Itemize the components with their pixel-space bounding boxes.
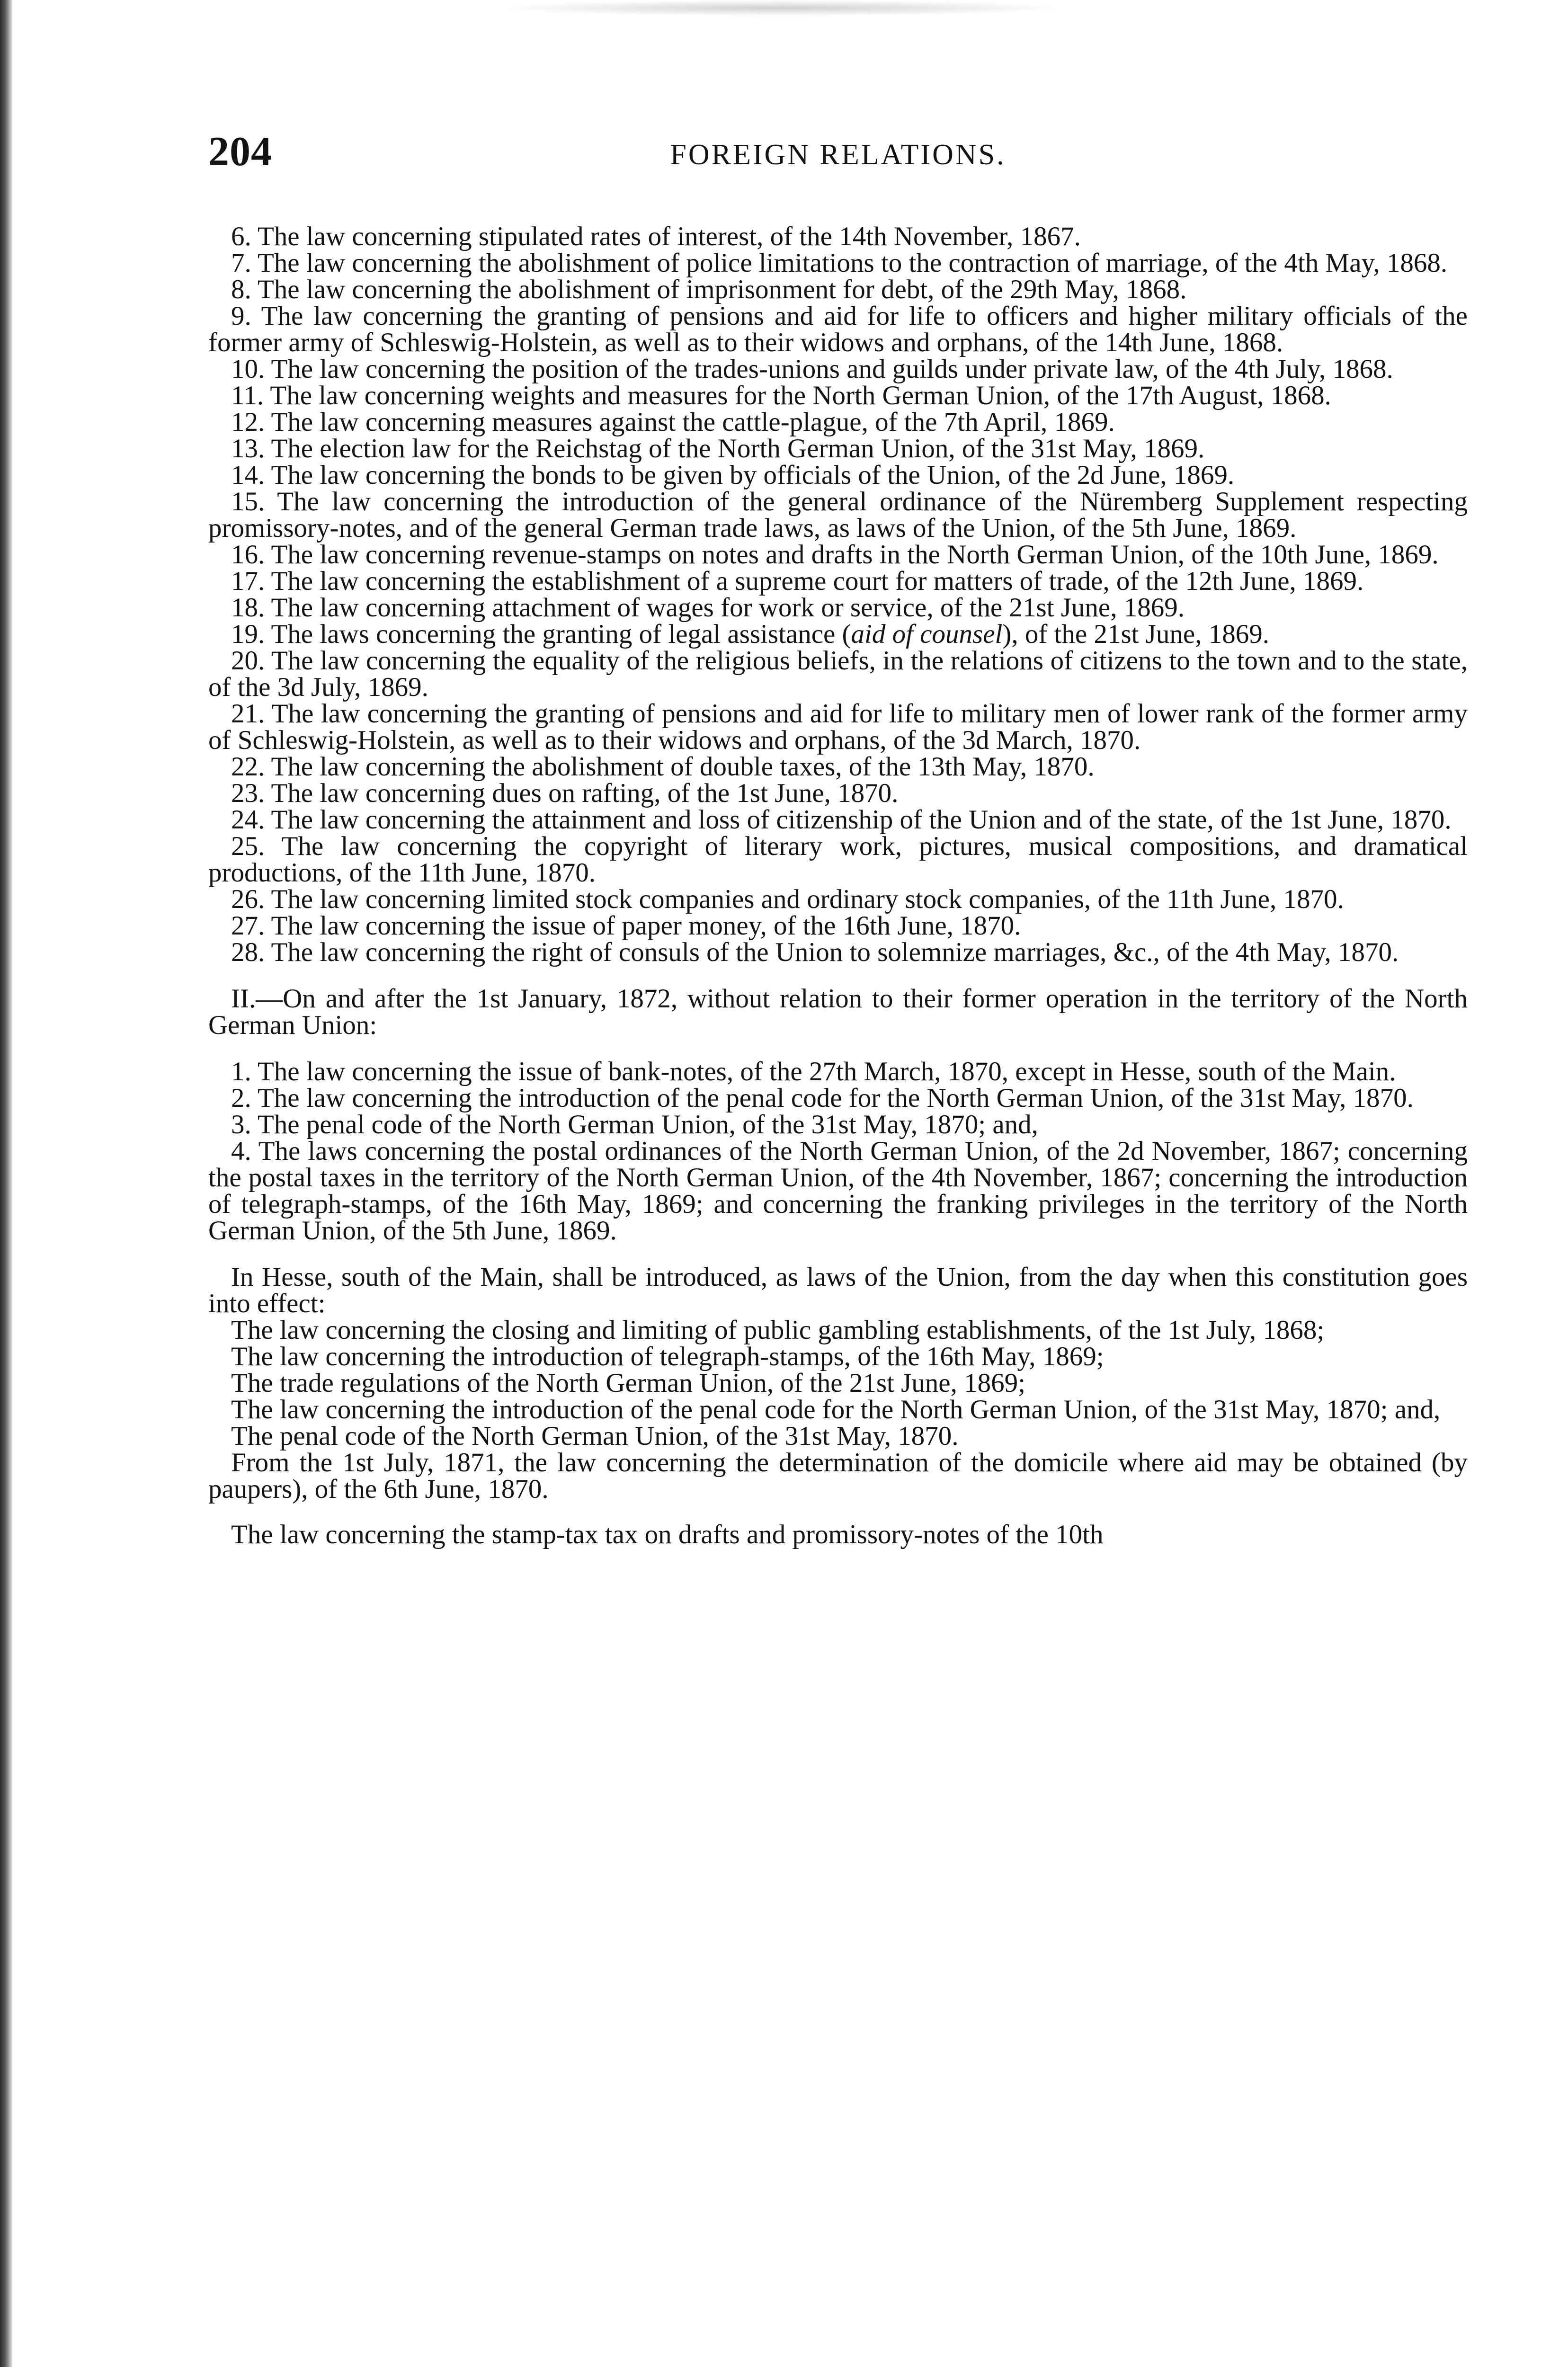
item-text: The law concerning the equality of the religious beliefs, in the relations of citizens to the town and to the state, of the 3d July, 1869.: [208, 646, 1468, 702]
page-header: [208, 128, 1468, 180]
item-text: The law concerning the issue of paper money, of the 16th June, 1870.: [271, 911, 1021, 941]
item-text: The law concerning the abolishment of police limitations to the contraction of marriage, of the 4th May, 1868.: [257, 248, 1448, 278]
list-item: [208, 568, 1468, 595]
hesse-item: From the 1st July, 1871, the law concerning the determination of the domicile where aid may be obtained (by paupers), of the 6th June, 1870.: [208, 1448, 1468, 1504]
list-item: [208, 1085, 1468, 1112]
item-number: 12.: [231, 407, 265, 437]
hesse-item: The law concerning the introduction of telegraph-stamps, of the 16th May, 1869;: [231, 1342, 1104, 1371]
item-text: The law concerning the bonds to be given by officials of the Union, of the 2d June, 1869.: [271, 460, 1235, 490]
item-text: The election law for the Reichstag of the North German Union, of the 31st May, 1869.: [271, 434, 1205, 463]
item-number: 1.: [231, 1057, 251, 1086]
item-text: The laws concerning the postal ordinances of the North German Union, of the 2d November, 1867; concerning the postal taxes in the territory of the North German Union, of the 4th November, 1867; concerning the introduction of telegraph-stamps, of the 16th May, 1869; and concerning the franking privileges in the territory of the North German Union, of the 5th June, 1869.: [208, 1136, 1468, 1246]
list-item: [208, 780, 1468, 807]
list-item: [208, 276, 1468, 303]
list-item: [208, 807, 1468, 833]
item-number: 26.: [231, 884, 265, 914]
item-text: The law concerning the introduction of the general ordinance of the Nüremberg Supplement respecting promissory-notes, and of the general German trade laws, as laws of the Union, of the 5th June, 1869.: [208, 487, 1468, 543]
item-number: 9.: [231, 301, 251, 331]
item-text: The law concerning the copyright of literary work, pictures, musical compositions, and dramatical productions, of the 11th June, 1870.: [208, 831, 1468, 888]
list-item: [208, 542, 1468, 568]
item-text: The law concerning the establishment of a supreme court for matters of trade, of the 12th June, 1869.: [271, 566, 1364, 596]
hesse-item: The law concerning the closing and limiting of public gambling establishments, of the 1st July, 1868;: [231, 1315, 1325, 1345]
item-text: The law concerning weights and measures for the North German Union, of the 17th August, 1868.: [270, 381, 1331, 410]
list-item: [208, 1112, 1468, 1138]
item-number: 17.: [231, 566, 265, 596]
list-item: [208, 1059, 1468, 1085]
list-item: [208, 223, 1468, 250]
item-text: The law concerning the right of consuls of the Union to solemnize marriages, &c., of the 4th May, 1870.: [271, 937, 1399, 967]
item-number: 21.: [231, 699, 265, 729]
item-number: 10.: [231, 354, 265, 384]
list-item: [208, 383, 1468, 409]
item-text: The law concerning limited stock companies and ordinary stock companies, of the 11th June, 1870.: [271, 884, 1344, 914]
item-text: The law concerning measures against the cattle-plague, of the 7th April, 1869.: [271, 407, 1115, 437]
item-text: The law concerning the abolishment of double taxes, of the 13th May, 1870.: [271, 752, 1095, 782]
list-item: [208, 250, 1468, 276]
list-item: [208, 409, 1468, 436]
item-number: 18.: [231, 593, 265, 623]
page-number: 204: [208, 129, 272, 175]
item-text: The law concerning the issue of bank-notes, of the 27th March, 1870, except in Hesse, south of the Main.: [257, 1057, 1396, 1086]
item-text: The law concerning stipulated rates of interest, of the 14th November, 1867.: [257, 222, 1081, 251]
list-item: [208, 621, 1468, 648]
list-item: [208, 489, 1468, 542]
item-number: 23.: [231, 778, 265, 808]
item-number: 16.: [231, 540, 265, 570]
hesse-item: The trade regulations of the North German Union, of the 21st June, 1869;: [231, 1368, 1025, 1398]
page-body: [208, 223, 1468, 1548]
section-two-intro: II.—On and after the 1st January, 1872, without relation to their former operation in the territory of the North German Union:: [208, 984, 1468, 1040]
list-item: [208, 648, 1468, 701]
item-text: The law concerning the introduction of the penal code for the North German Union, of the 31st May, 1870.: [257, 1083, 1414, 1113]
list-item: [208, 939, 1468, 966]
item-number: 13.: [231, 434, 265, 463]
italic-aside: aid of counsel: [851, 619, 1003, 649]
item-number: 15.: [231, 487, 265, 516]
list-item: [208, 754, 1468, 780]
list-item: [208, 1138, 1468, 1244]
item-text: The law concerning the position of the trades-unions and guilds under private law, of the 4th July, 1868.: [271, 354, 1393, 384]
item-number: 3.: [231, 1110, 251, 1139]
list-item: [208, 886, 1468, 913]
item-text: The law concerning the granting of pensions and aid for life to military men of lower rank of the former army of Schleswig-Holstein, as well as to their widows and orphans, of the 3d March, 1870.: [208, 699, 1468, 755]
item-number: 22.: [231, 752, 265, 782]
item-number: 19.: [231, 619, 265, 649]
item-text: The law concerning the attainment and loss of citizenship of the Union and of the state, of the 1st June, 1870.: [271, 805, 1452, 835]
list-item: [208, 913, 1468, 939]
page-binding-edge: [0, 0, 12, 2367]
final-paragraph: The law concerning the stamp-tax tax on drafts and promissory-notes of the 10th: [231, 1520, 1104, 1549]
hesse-item: The law concerning the introduction of the penal code for the North German Union, of the 31st May, 1870; and,: [231, 1395, 1441, 1424]
item-number: 4.: [231, 1136, 251, 1166]
item-number: 8.: [231, 275, 251, 304]
item-text: The laws concerning the granting of legal assistance (: [271, 619, 851, 649]
item-number: 6.: [231, 222, 251, 251]
scan-smudge: [497, 0, 1065, 16]
item-number: 20.: [231, 646, 265, 676]
list-item: [208, 303, 1468, 356]
item-text-tail: ), of the 21st June, 1869.: [1002, 619, 1269, 649]
item-number: 11.: [231, 381, 264, 410]
item-number: 24.: [231, 805, 265, 835]
hesse-item: The penal code of the North German Union, of the 31st May, 1870.: [231, 1421, 959, 1451]
item-text: The law concerning the abolishment of imprisonment for debt, of the 29th May, 1868.: [257, 275, 1187, 304]
item-text: The law concerning attachment of wages for work or service, of the 21st June, 1869.: [271, 593, 1185, 623]
list-item: [208, 595, 1468, 621]
item-number: 27.: [231, 911, 265, 941]
list-item: [208, 833, 1468, 886]
item-number: 28.: [231, 937, 265, 967]
item-text: The penal code of the North German Union, of the 31st May, 1870; and,: [257, 1110, 1038, 1139]
list-item: [208, 356, 1468, 383]
item-number: 7.: [231, 248, 251, 278]
list-item: [208, 436, 1468, 462]
hesse-intro: In Hesse, south of the Main, shall be introduced, as laws of the Union, from the day when this constitution goes into effect:: [208, 1262, 1468, 1318]
item-text: The law concerning dues on rafting, of the 1st June, 1870.: [271, 778, 899, 808]
running-title: FOREIGN RELATIONS.: [670, 139, 1006, 171]
list-item: [208, 462, 1468, 489]
item-number: 2.: [231, 1083, 251, 1113]
list-item: [208, 701, 1468, 754]
item-text: The law concerning revenue-stamps on notes and drafts in the North German Union, of the 10th June, 1869.: [271, 540, 1439, 570]
item-number: 14.: [231, 460, 265, 490]
item-number: 25.: [231, 831, 265, 861]
item-text: The law concerning the granting of pensions and aid for life to officers and higher military officials of the former army of Schleswig-Holstein, as well as to their widows and orphans, of the 14th June, 1868.: [208, 301, 1468, 357]
